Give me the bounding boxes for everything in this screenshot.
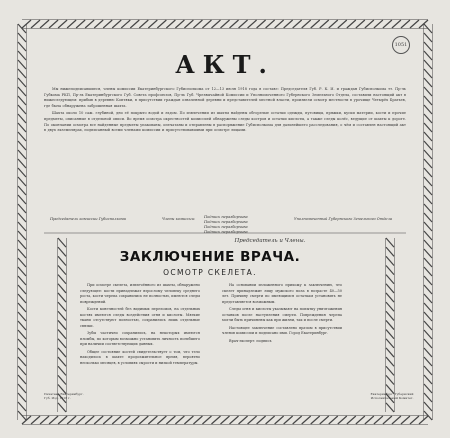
signature-name: Подпись неразборчива [204, 220, 248, 224]
akt-body [44, 87, 406, 134]
column-paragraph: Общее состояние костей свидетельствует о том, что тело находилось в шахте продолжительное время, вероятно несколько месяцев, в условиях сырости и низкой температуры. [80, 349, 200, 365]
akt-paragraph: Мы нижеподписавшиеся, члены комиссии Екатеринбургского Губисполкома от 12—13 июля 1918 года в составе: Председателя Губ. Р. К. И. и граждан Губисполкома тт. Пр-ль Губкома РКП, Пр-ль Екатеринбургского Губ. Совета профсоюзов, Пр-ль Губ. Чрезвычайной Комиссии и Уполномоченного Губернского Земельного Отдела, составили настоящий акт в нижеследующем: прибыв в деревню Коптяки, в присутствии граждан означенной деревни и представителей местной власти, произвели осмотр местности в урочище Четырёх Братьев, где была обнаружена заброшенная шахта. [44, 87, 406, 108]
issuer-note: Екатеринбург. Губернский Исполнительный Комитет. [370, 392, 414, 401]
column-paragraph: Настоящее заключение составлено врачом в присутствии членов комиссии и подписано ими. Город Екатеринбург. [222, 325, 342, 335]
archive-stamp: 1051 [392, 36, 410, 54]
signature-members-label: Члены комиссии: [162, 217, 196, 221]
signature-name: Подпись неразборчива [204, 225, 248, 229]
column-paragraph: При осмотре скелета, извлечённого из шахты, обнаружено следующее: кости принадлежат взрослому человеку среднего роста, кости черепа сохранились не полностью, имеются следы повреждений. [80, 283, 200, 304]
column-paragraph: Врач-эксперт: подпись [229, 338, 272, 343]
document-title: АКТ. [175, 50, 275, 79]
column-paragraph: Зубы частично сохранились, на некоторых имеются пломбы, по которым возможно установить личность погибшего при наличии соответствующих данных. [80, 331, 200, 346]
printer-note: Печатано Екатеринбург. Губ. Изд. 1918 г. [44, 392, 84, 401]
conclusion-title: ЗАКЛЮЧЕНИЕ ВРАЧА. [119, 249, 301, 265]
conclusion-right-column [222, 283, 342, 346]
column-paragraph: Кости конечностей без видимых переломов, на отдельных костях имеются следы воздействия огня и кислоты. Мягкие ткани отсутствуют полностью, сохранились лишь отдельные связки. [80, 307, 200, 328]
signature-names [204, 215, 248, 235]
conclusion-left-column [80, 283, 200, 368]
column-paragraph: На основании изложенного прихожу к заключению, что скелет принадлежит лицу мужского пола в возрасте 40—50 лет. Причину смерти по имеющимся остаткам установить не представляется возможным. [222, 283, 342, 304]
signature-chair: Председатель комиссии Губисполкома [50, 217, 126, 221]
signature-name: Подпись неразборчива [204, 215, 248, 219]
signature-name: Подпись неразборчива [204, 230, 248, 234]
signature-land-dept: Уполномоченный Губернского Земельного Отдела [294, 217, 392, 221]
column-paragraph: Следы огня и кислоты указывают на попытку уничтожения останков после наступления смерти. Повреждения черепа могли быть причинены как при жизни, так и после смерти. [222, 307, 342, 322]
conclusion-subtitle: ОСМОТР СКЕЛЕТА. [163, 268, 257, 277]
conclusion-header: Председатель и Члены. [234, 238, 306, 244]
akt-paragraph: Шахта около 10 саж. глубиной, дно её покрыто водой и льдом. По извлечении из шахты найдены обгорелые остатки одежды, пуговицы, пряжки, куски материи, кости и прочие предметы, описанные в отдельной описи. Во время осмотра окрестностей комиссией обнаружены следы костров и остатки кислоты, а также следы колёс, ведущие от шахты к дороге. По окончании осмотра все найденные предметы упакованы, опечатаны и отправлены в распоряжение Губисполкома для дальнейшего расследования, о чём и составлен настоящий акт в двух экземплярах, подписанный всеми членами комиссии и присутствовавшими при осмотре лицами. [44, 111, 406, 133]
